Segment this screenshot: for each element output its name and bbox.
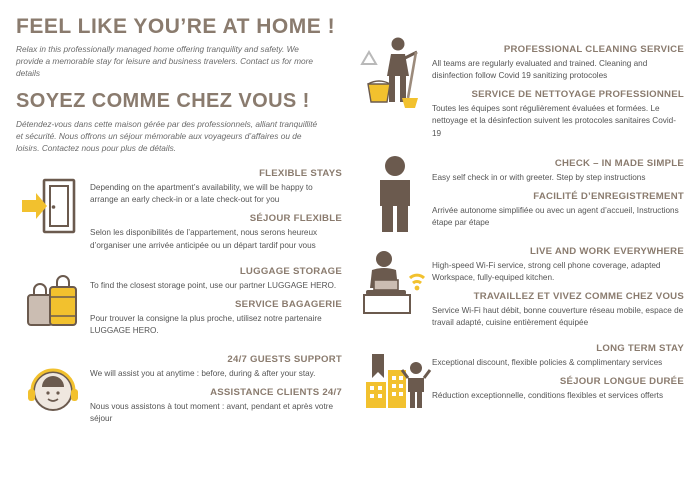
feature-title-fr: SÉJOUR FLEXIBLE <box>249 213 342 225</box>
headline-english: FEEL LIKE YOU’RE AT HOME ! <box>16 15 336 38</box>
feature-luggage-storage-text <box>90 266 342 337</box>
feature-body-fr: Réduction exceptionnelle, conditions flexibles et services offerts <box>432 391 664 401</box>
feature-check-in-text <box>432 158 684 229</box>
feature-cleaning-service <box>358 44 684 140</box>
feature-cleaning-service-text <box>432 44 684 140</box>
feature-long-term-stay-text <box>432 343 684 402</box>
subheadline-french: Détendez-vous dans cette maison gérée par des professionnels, alliant tranquillité et sécurité. Nous offrons un séjour mémorable aux voyageurs d’affaires ou de loisirs. Contactez nous pour plus de détails. <box>16 119 318 154</box>
feature-check-in <box>358 158 684 232</box>
feature-guest-support <box>16 354 342 428</box>
feature-long-term-stay <box>358 343 684 417</box>
luggage-icon <box>16 266 90 340</box>
feature-title-fr: TRAVAILLEZ ET VIVEZ COMME CHEZ VOUS <box>473 290 684 302</box>
feature-title-en: LONG TERM STAY <box>596 343 684 355</box>
feature-body-fr: Toutes les équipes sont régulièrement évaluées et formées. Le nettoyage et la désinfection suivent les protocoles sanitaires Covid-19 <box>432 104 676 138</box>
feature-live-and-work-text <box>432 246 684 330</box>
cleaning-mop-bucket-icon <box>358 44 432 118</box>
two-column-layout <box>16 14 684 486</box>
laptop-worker-wifi-icon <box>358 246 432 320</box>
feature-body-fr: Pour trouver la consigne la plus proche, utilisez notre partenaire LUGGAGE HERO. <box>90 313 322 335</box>
feature-body-fr: Arrivée autonome simplifiée ou avec un agent d’accueil, Instructions étape par étape <box>432 205 679 227</box>
feature-title-en: CHECK – IN MADE SIMPLE <box>554 157 684 169</box>
feature-title-en: PROFESSIONAL CLEANING SERVICE <box>503 44 684 55</box>
feature-title-fr: FACILITÉ D’ENREGISTREMENT <box>533 190 684 202</box>
header-block <box>16 16 342 154</box>
feature-body-fr: Selon les disponibilités de l’appartement, nous serons heureux d’organiser une arrivée anticipée ou un départ tardif pour vous <box>90 228 318 250</box>
person-standing-icon <box>358 158 432 232</box>
feature-body-en: Easy self check in or with greeter. Step by step instructions <box>432 172 646 182</box>
feature-title-fr: SERVICE BAGAGERIE <box>235 298 342 310</box>
door-open-icon <box>16 168 90 242</box>
city-calendar-person-icon <box>358 343 432 417</box>
feature-body-fr: Service Wi-Fi haut débit, bonne couverture réseau mobile, espace de travail adapté, cuisine entièrement équipée <box>432 305 684 328</box>
feature-body-en: Exceptional discount, flexible policies & complimentary services <box>432 358 663 368</box>
right-column <box>354 14 684 486</box>
feature-body-en: High-speed Wi-Fi service, strong cell phone coverage, adapted Workspace, fully-equiped kitchen. <box>432 260 661 282</box>
feature-luggage-storage <box>16 266 342 340</box>
feature-title-en: LUGGAGE STORAGE <box>239 265 342 277</box>
feature-flexible-stays-text <box>90 168 342 252</box>
feature-body-fr: Nous vous assistons à tout moment : avant, pendant et après votre séjour <box>90 401 334 423</box>
left-column <box>16 14 346 486</box>
feature-title-fr: SÉJOUR LONGUE DURÉE <box>559 376 684 388</box>
feature-title-en: LIVE AND WORK EVERYWHERE <box>530 245 684 257</box>
feature-body-en: We will assist you at anytime : before, during & after your stay. <box>90 368 316 378</box>
feature-body-en: Depending on the apartment’s availability, we will be happy to arrange an early check-in or a late check-out for you <box>90 183 313 205</box>
feature-title-en: 24/7 GUESTS SUPPORT <box>227 353 342 365</box>
feature-body-en: All teams are regularly evaluated and trained. Cleaning and disinfection follow Covid 19 sanitizing protocoles <box>432 59 648 81</box>
headline-french: SOYEZ COMME CHEZ VOUS ! <box>16 90 310 113</box>
feature-title-fr: SERVICE DE NETTOYAGE PROFESSIONNEL <box>471 89 684 101</box>
feature-title-fr: ASSISTANCE CLIENTS 24/7 <box>210 386 342 398</box>
feature-title-en: FLEXIBLE STAYS <box>259 168 342 180</box>
feature-guest-support-text <box>90 354 342 425</box>
feature-live-and-work <box>358 246 684 330</box>
feature-flexible-stays <box>16 168 342 252</box>
feature-body-en: To find the closest storage point, use our partner LUGGAGE HERO. <box>90 280 337 290</box>
subheadline-english: Relax in this professionally managed home offering tranquility and safety. We provide a memorable stay for leisure and business travelers. Contact us for more details <box>16 44 313 79</box>
support-headset-icon <box>16 354 90 428</box>
